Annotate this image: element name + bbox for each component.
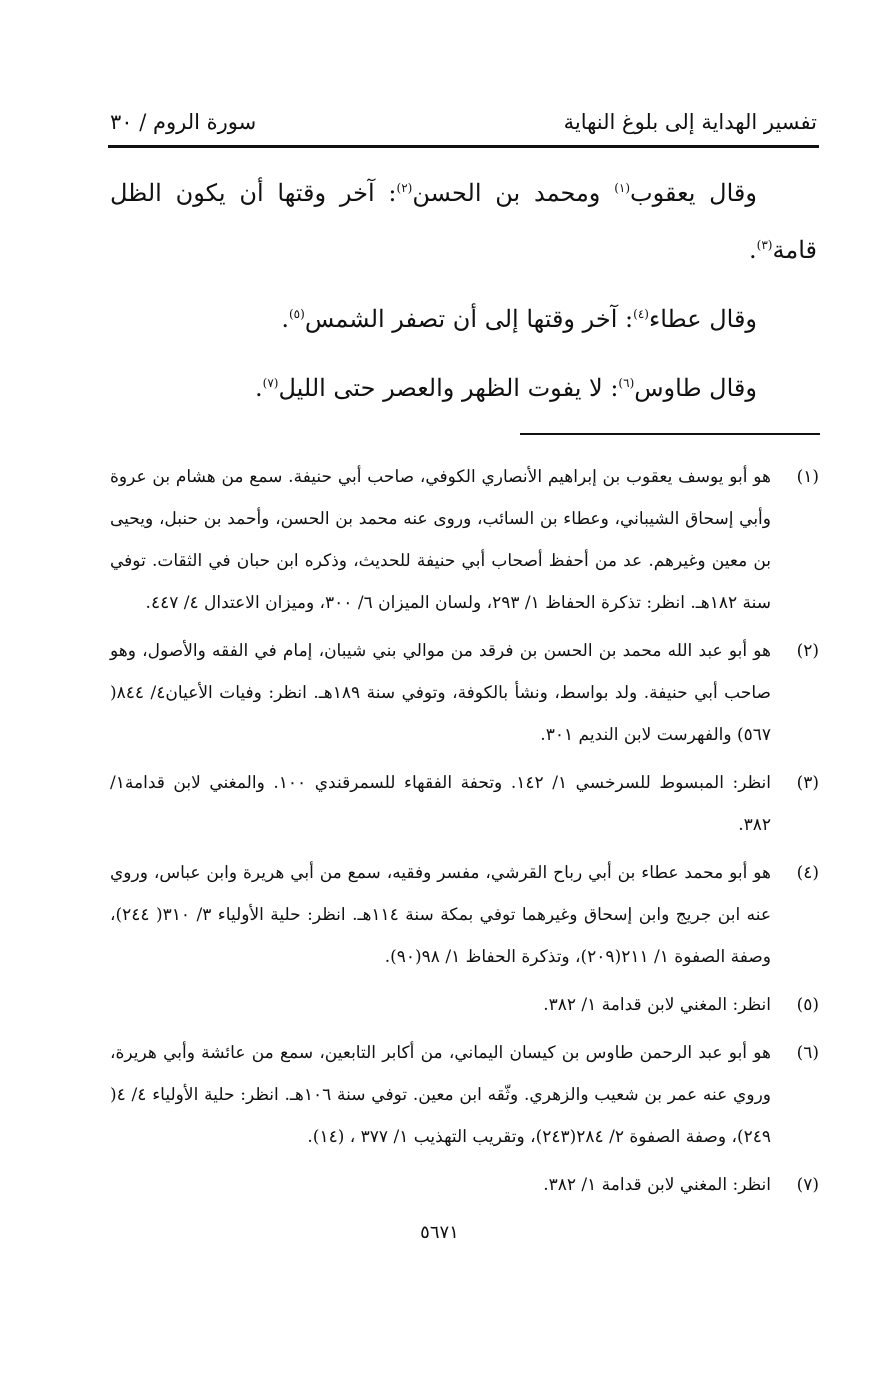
footnote-number: (١) xyxy=(796,467,819,487)
footnote-ref-2[interactable]: (٢) xyxy=(396,181,413,195)
running-header xyxy=(110,104,817,140)
footnote-text: انظر: المغني لابن قدامة ١/ ٣٨٢. xyxy=(543,1175,771,1195)
footnote-item xyxy=(110,1032,819,1158)
footnote-text: انظر: المبسوط للسرخسي ١/ ١٤٢. وتحفة الفقهاء للسمرقندي ١٠٠. والمغني لابن قدامة١/ ٣٨٢. xyxy=(110,773,771,835)
paragraph-tawus: وقال طاوس$^{(٦)}$: لا يفوت الظهر والعصر حتى الليل$^{(٧)}$. xyxy=(254,374,757,402)
footnote-text: هو أبو محمد عطاء بن أبي رباح القرشي، مفسر وفقيه، سمع من أبي هريرة وابن عباس، وروي عنه ابن جريج وابن إسحاق وغيرهما توفي بمكة سنة ١١٤هـ. انظر: حلية الأولياء ٣/ ٣١٠( ٢٤٤)، وصفة الصفوة ١/ ٢١١(٢٠٩)، وتذكرة الحفاظ ١/ ٩٨(٩٠). xyxy=(110,863,771,967)
footnote-item xyxy=(110,456,819,624)
paragraph-yaqub: وقال يعقوب$^{(١)}$ ومحمد بن الحسن$^{(٢)}$: آخر وقتها أن يكون الظل قامة$^{(٣)}$. xyxy=(110,179,817,264)
footnote-ref-6[interactable]: (٦) xyxy=(618,376,635,390)
footnote-item xyxy=(110,984,819,1026)
footnote-ref-3[interactable]: (٣) xyxy=(756,238,773,252)
footnote-number: (٣) xyxy=(796,773,819,793)
header-divider xyxy=(108,145,819,148)
page-number: ٥٦٧١ xyxy=(420,1222,459,1243)
footnote-item xyxy=(110,1164,819,1206)
footnote-ref-4[interactable]: (٤) xyxy=(633,307,649,321)
footnote-number: (٧) xyxy=(796,1175,819,1195)
footnote-ref-7[interactable]: (٧) xyxy=(262,376,279,390)
footnote-item xyxy=(110,852,819,978)
footnote-ref-5[interactable]: (٥) xyxy=(288,307,305,321)
footnote-ref-1[interactable]: (١) xyxy=(614,181,631,195)
footnote-number: (٢) xyxy=(796,641,819,661)
surah-label: سورة الروم / ٣٠ xyxy=(110,110,257,134)
footnote-text: هو أبو يوسف يعقوب بن إبراهيم الأنصاري الكوفي، صاحب أبي حنيفة. سمع من هشام بن عروة وأبي إسحاق الشيباني، وعطاء بن السائب، وروى عنه محمد بن الحسن، وأحمد بن حنبل، ويحيى بن معين وغيرهم. عد من أحفظ أصحاب أبي حنيفة للحديث، وذكره ابن حبان في الثقات. توفي سنة ١٨٢هـ. انظر: تذكرة الحفاظ ١/ ٢٩٣، ولسان الميزان ٦/ ٣٠٠، وميزان الاعتدال ٤/ ٤٤٧. xyxy=(110,467,771,613)
footnote-item xyxy=(110,762,819,846)
footnote-number: (٤) xyxy=(796,863,819,883)
footnotes-section xyxy=(110,456,819,1212)
footnote-number: (٥) xyxy=(796,995,819,1015)
footnote-text: هو أبو عبد الرحمن طاوس بن كيسان اليماني، من أكابر التابعين، سمع من عائشة وأبي هريرة، وروي عنه عمر بن شعيب والزهري. وثّقه ابن معين. توفي سنة ١٠٦هـ. انظر: حلية الأولياء ٤/ ٤( ٢٤٩)، وصفة الصفوة ٢/ ٢٨٤(٢٤٣)، وتقريب التهذيب ١/ ٣٧٧ ، (١٤). xyxy=(110,1043,771,1147)
footnote-text: انظر: المغني لابن قدامة ١/ ٣٨٢. xyxy=(543,995,771,1015)
footnote-divider xyxy=(520,433,820,435)
footnote-item xyxy=(110,630,819,756)
book-title: تفسير الهداية إلى بلوغ النهاية xyxy=(563,110,817,134)
paragraph-ata: وقال عطاء$^{(٤)}$: آخر وقتها إلى أن تصفر الشمس$^{(٥)}$. xyxy=(281,305,757,333)
main-text xyxy=(110,162,817,414)
footnote-number: (٦) xyxy=(796,1043,819,1063)
footnote-text: هو أبو عبد الله محمد بن الحسن بن فرقد من موالي بني شيبان، إمام في الفقه والأصول، وهو صاحب أبي حنيفة. ولد بواسط، ونشأ بالكوفة، وتوفي سنة ١٨٩هـ. انظر: وفيات الأعيان٤/ ٨٤٤( ٥٦٧) والفهرست لابن النديم ٣٠١. xyxy=(110,641,771,745)
